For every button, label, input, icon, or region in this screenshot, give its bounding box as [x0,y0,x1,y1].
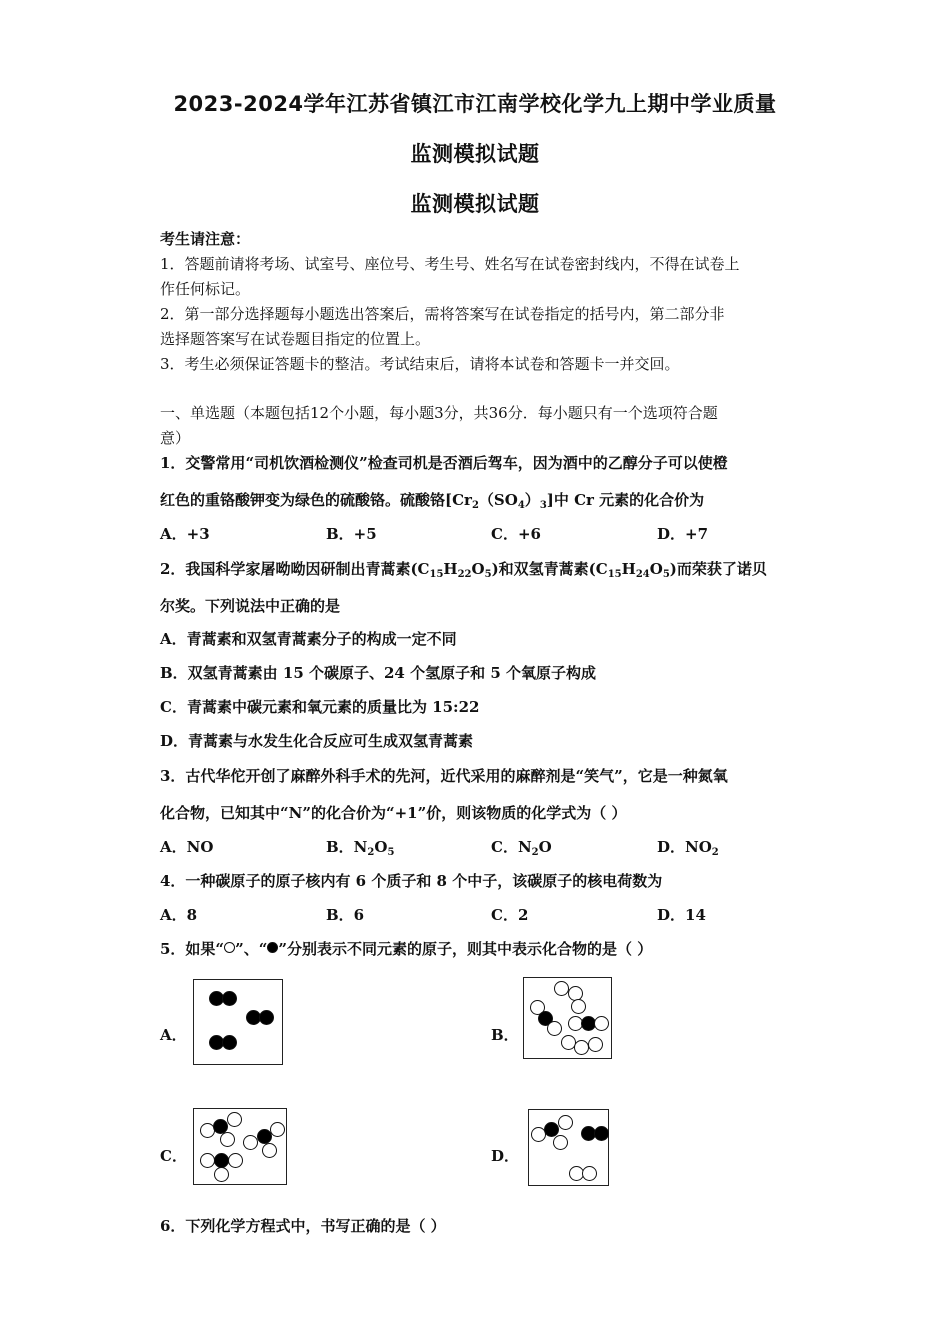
q2-option-b[interactable]: B．双氢青蒿素由 15 个碳原子、24 个氢原子和 5 个氧原子构成 [160,664,596,682]
black-atom-icon [267,942,278,953]
q2-option-c[interactable]: C．青蒿素中碳元素和氧元素的质量比为 15:22 [160,698,480,716]
q4-option-b[interactable]: B．6 [326,906,365,924]
q5-diagram-d [528,1109,609,1186]
notice-item-2: 2．第一部分选择题每小题选出答案后，需将答案写在试卷指定的括号内，第二部分非 [160,305,725,323]
white-atom-icon [224,942,235,953]
question-2: 2．我国科学家屠呦呦因研制出青蒿素$(C_{15}H_{22}O_5)$和双氢青蒿素$(C_{15}H_{24}O_5)$而荣获了诺贝 [160,560,767,580]
q3-option-b[interactable]: B．$N_2O_5$ [326,838,395,858]
q5-option-a[interactable]: A． [160,1026,187,1044]
question-4: 4．一种碳原子的原子核内有 6 个质子和 8 个中子，该碳原子的核电荷数为 [160,872,663,890]
question-6: 6．下列化学方程式中，书写正确的是（ ） [160,1217,446,1235]
notice-item-1: 1．答题前请将考场、试室号、座位号、考生号、姓名写在试卷密封线内，不得在试卷上 [160,255,740,273]
page-subtitle-repeat: 监测模拟试题 [410,192,540,216]
page-title: 2023-2024学年江苏省镇江市江南学校化学九上期中学业质量 [173,92,777,116]
section-heading-cont: 意） [160,429,191,447]
question-1: 1．交警常用“司机饮酒检测仪”检查司机是否酒后驾车，因为酒中的乙醇分子可以使橙 [160,454,728,472]
question-5: 5．如果“ ”、“ ”分别表示不同元素的原子，则其中表示化合物的是（ ） [160,940,653,958]
notice-item-2-cont: 选择题答案写在试卷题目指定的位置上。 [160,330,431,348]
notice-heading: 考生请注意： [160,230,251,248]
section-heading: 一、单选题（本题包括12个小题，每小题3分，共36分．每小题只有一个选项符合题 [160,404,718,422]
q1-option-d[interactable]: D．+7 [657,525,709,543]
question-2-cont: 尔奖。下列说法中正确的是 [160,597,341,615]
question-3-cont: 化合物，已知其中“N”的化合价为“+1”价，则该物质的化学式为（ ） [160,804,627,822]
q3-option-c[interactable]: C．$N_2O$ [491,838,552,858]
q5-option-b[interactable]: B． [491,1026,519,1044]
q3-option-a[interactable]: A．NO [160,838,214,856]
notice-item-1-cont: 作任何标记。 [160,280,251,298]
notice-item-3: 3．考生必须保证答题卡的整洁。考试结束后，请将本试卷和答题卡一并交回。 [160,355,680,373]
q5-option-c[interactable]: C． [160,1147,187,1165]
q5-diagram-b [523,977,612,1059]
q1-option-b[interactable]: B．+5 [326,525,377,543]
q3-option-d[interactable]: D．$NO_2$ [657,838,719,858]
q4-option-a[interactable]: A．8 [160,906,198,924]
question-1-cont: 红色的重铬酸钾变为绿色的硫酸铬。硫酸铬$[Cr_2(SO_4)_3]$中 Cr 元素的化合价为 [160,491,705,511]
q5-diagram-a [193,979,283,1065]
q1-option-c[interactable]: C．+6 [491,525,541,543]
q5-option-d[interactable]: D． [491,1147,520,1165]
q4-option-c[interactable]: C．2 [491,906,529,924]
question-3: 3．古代华佗开创了麻醉外科手术的先河，近代采用的麻醉剂是“笑气”，它是一种氮氧 [160,767,728,785]
q2-option-d[interactable]: D．青蒿素与水发生化合反应可生成双氢青蒿素 [160,732,474,750]
q1-option-a[interactable]: A．+3 [160,525,210,543]
q4-option-d[interactable]: D．14 [657,906,706,924]
page-subtitle: 监测模拟试题 [410,142,540,166]
q2-option-a[interactable]: A．青蒿素和双氢青蒿素分子的构成一定不同 [160,630,457,648]
q5-diagram-c [193,1108,287,1185]
